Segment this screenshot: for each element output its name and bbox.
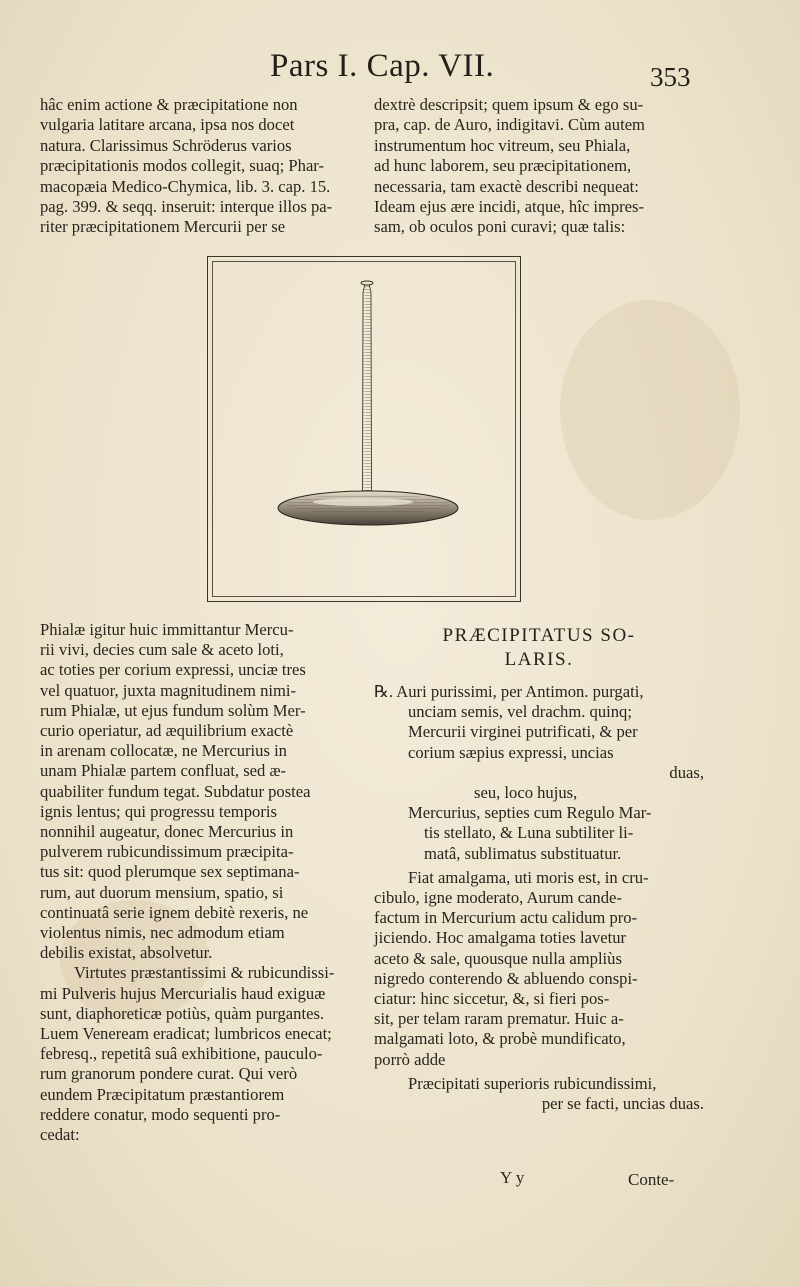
section-title-line1: PRÆCIPITATUS SO- [442, 625, 636, 646]
text-line: ℞. Auri purissimi, per Antimon. purgati, [374, 682, 644, 701]
text-line: Ideam ejus ære incidi, atque, hîc impres- [374, 197, 645, 217]
text-line: pag. 399. & seqq. inseruit: interque illos pa- [40, 197, 333, 217]
text-line: violentus nimis, nec admodum etiam [40, 923, 285, 943]
text-line: malgamati loto, & probè mundificato, [374, 1029, 626, 1049]
text-line: Præcipitati superioris rubicundissimi, [408, 1073, 657, 1093]
signature-mark: Y y [500, 1168, 525, 1187]
text-line: Virtutes præstantissimi & rubicundissi- [74, 963, 335, 983]
text-line: hâc enim actione & præcipitatione non [40, 95, 298, 114]
procedure-text [374, 868, 704, 1070]
text-line: duas, [669, 762, 704, 782]
text-line: quabiliter fundum tegat. Subdatur postea [40, 781, 311, 801]
text-line: continuatâ serie ignem debitè rexeris, ne [40, 902, 309, 922]
figure-frame [212, 261, 516, 597]
text-line: jiciendo. Hoc amalgama toties lavetur [374, 928, 627, 948]
phiala-vessel-icon [213, 262, 517, 598]
text-line: præcipitationis modos collegit, suaq; Phar- [40, 156, 325, 176]
text-line: dextrè descripsit; quem ipsum & ego su- [374, 95, 644, 114]
text-line: sam, ob oculos poni curavi; quæ talis: [374, 217, 626, 237]
text-line: corium sæpius expressi, uncias [408, 742, 614, 762]
text-line: Phialæ igitur huic immittantur Mercu- [40, 620, 294, 639]
top-left-column [40, 95, 360, 238]
text-line: unciam semis, vel drachm. quinq; [408, 702, 632, 722]
section-title-line2: LARIS. [504, 649, 574, 670]
text-line: febresq., repetitâ suâ exhibitione, pauculo- [40, 1044, 323, 1064]
text-line: cibulo, igne moderato, Aurum cande- [374, 888, 622, 908]
catchword: Conte- [628, 1170, 675, 1189]
bottom-right-column [374, 624, 704, 1114]
text-line: per se facti, uncias duas. [541, 1094, 704, 1114]
bottom-left-column [40, 620, 360, 1145]
phiala-figure [207, 256, 521, 602]
text-line: ignis lentus; qui progressu temporis [40, 801, 277, 821]
text-line: matâ, sublimatus substituatur. [424, 843, 622, 863]
text-line: sunt, diaphoreticæ potiùs, quàm purgantes. [40, 1003, 325, 1023]
text-line: tis stellato, & Luna subtiliter li- [424, 823, 634, 843]
running-head: Pars I. Cap. VII. [270, 48, 495, 84]
text-line: pra, cap. de Auro, indigitavi. Cùm autem [374, 115, 645, 135]
final-ingredient [374, 1074, 704, 1114]
text-line: Mercurius, septies cum Regulo Mar- [408, 803, 652, 823]
text-line: rum Phialæ, ut ejus fundum solùm Mer- [40, 700, 306, 720]
text-line: Luem Veneream eradicat; lumbricos enecat; [40, 1024, 332, 1044]
text-line: nigredo conterendo & abluendo conspi- [374, 968, 638, 988]
text-line: unam Phialæ partem confluat, sed æ- [40, 761, 287, 781]
paper-stain [560, 300, 740, 520]
top-right-column [374, 95, 694, 238]
text-line: cedat: [40, 1125, 80, 1145]
text-line: porrò adde [374, 1049, 446, 1069]
text-line: Mercurii virginei putrificati, & per [408, 722, 638, 742]
text-line: sit, per telam raram prematur. Huic a- [374, 1009, 624, 1029]
text-line: vulgaria latitare arcana, ipsa nos docet [40, 115, 295, 135]
text-line: tus sit: quod plerumque sex septimana- [40, 862, 300, 882]
text-line: nonnihil augeatur, donec Mercurius in [40, 822, 294, 842]
text-line: mi Pulveris hujus Mercurialis haud exiguæ [40, 983, 326, 1003]
text-line: natura. Clarissimus Schröderus varios [40, 135, 292, 155]
text-line: in arenam collocatæ, ne Mercurius in [40, 741, 287, 761]
text-line: debilis existat, absolvetur. [40, 943, 213, 963]
text-line: Fiat amalgama, uti moris est, in cru- [408, 867, 649, 887]
text-line: instrumentum hoc vitreum, seu Phiala, [374, 135, 631, 155]
text-line: aceto & sale, quousque nulla ampliùs [374, 948, 622, 968]
text-line: rum granorum pondere curat. Qui verò [40, 1064, 298, 1084]
text-line: vel quatuor, juxta magnitudinem nimi- [40, 680, 297, 700]
text-line: rum, aut duorum mensium, spatio, si [40, 882, 284, 902]
text-line: pulverem rubicundissimum præcipita- [40, 842, 294, 862]
text-line: curio operiatur, ad æquilibrium exactè [40, 721, 294, 741]
text-line: factum in Mercurium actu calidum pro- [374, 908, 638, 928]
text-line: riter præcipitationem Mercurii per se [40, 217, 286, 237]
text-line: eundem Præcipitatum præstantiorem [40, 1084, 285, 1104]
text-line: rii vivi, decies cum sale & aceto loti, [40, 640, 284, 660]
recipe-block [374, 682, 704, 864]
text-line: ac toties per corium expressi, unciæ tres [40, 660, 306, 680]
text-line: macopæia Medico-Chymica, lib. 3. cap. 15. [40, 176, 331, 196]
page-number: 353 [650, 62, 691, 92]
text-line: seu, loco hujus, [474, 783, 578, 803]
text-line: necessaria, tam exactè describi nequeat: [374, 176, 639, 196]
text-line: ciatur: hinc siccetur, &, si fieri pos- [374, 989, 610, 1009]
text-line: reddere conatur, modo sequenti pro- [40, 1104, 281, 1124]
text-line: ad hunc laborem, seu præcipitationem, [374, 156, 632, 176]
